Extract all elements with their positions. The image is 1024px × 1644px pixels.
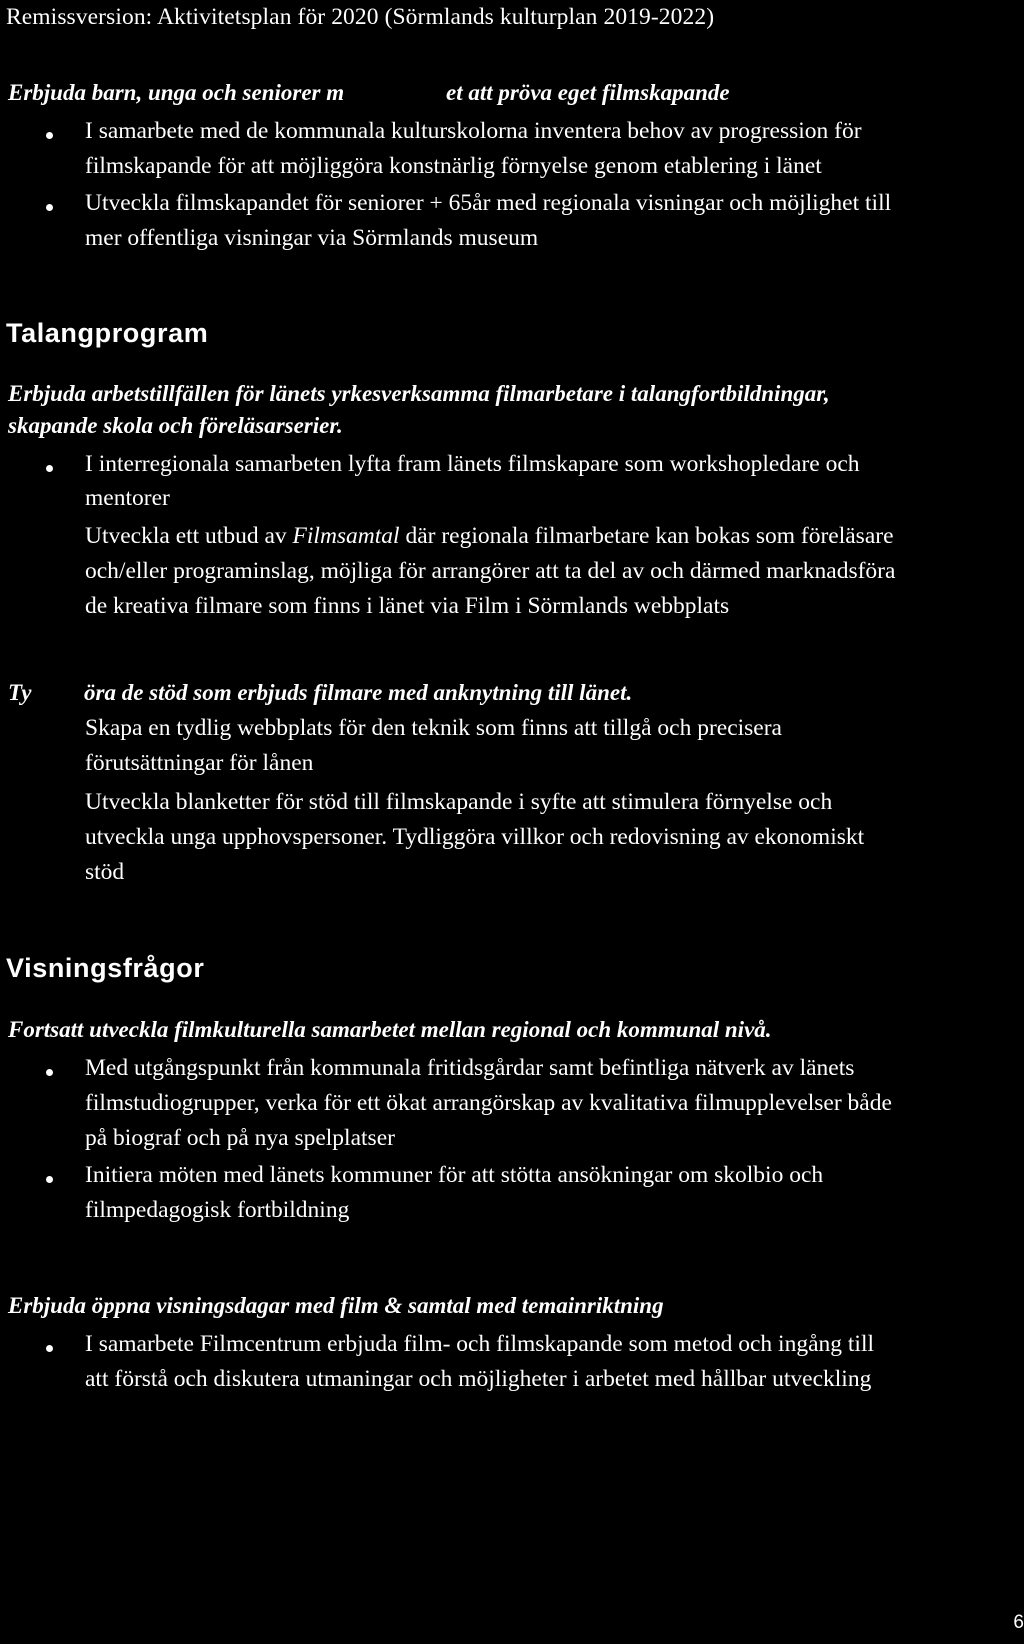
paragraph-line: och/eller programinslag, möjliga för arrangörer att ta del av och därmed marknadsföra (85, 558, 896, 584)
bullet-text: mer offentliga visningar via Sörmlands museum (85, 225, 539, 251)
bullet-text: Med utgångspunkt från kommunala fritidsgårdar samt befintliga nätverk av länets (85, 1055, 855, 1081)
paragraph-line: Utveckla ett utbud av Filmsamtal där regionala filmarbetare kan bokas som föreläsare (85, 523, 894, 549)
bullet-text: att förstå och diskutera utmaningar och möjligheter i arbetet med hållbar utveckling (85, 1366, 872, 1392)
section-subheading-continued: öra de stöd som erbjuds filmare med anknytning till länet. (84, 680, 633, 705)
paragraph-line: Skapa en tydlig webbplats för den teknik som finns att tillgå och precisera (85, 715, 782, 741)
bullet-marker (46, 1176, 53, 1183)
bullet-marker (46, 132, 53, 139)
bullet-marker (46, 204, 53, 211)
section-heading: Visningsfrågor (6, 953, 205, 983)
bullet-text: filmpedagogisk fortbildning (85, 1197, 350, 1223)
bullet-text: filmskapande för att möjliggöra konstnärlig förnyelse genom etablering i länet (85, 153, 822, 179)
bullet-text: mentorer (85, 485, 170, 511)
bullet-text: Initiera möten med länets kommuner för att stötta ansökningar om skolbio och (85, 1162, 824, 1188)
paragraph-line: stöd (85, 859, 125, 885)
paragraph-line: utveckla unga upphovspersoner. Tydliggöra villkor och redovisning av ekonomiskt (85, 824, 865, 850)
section-subheading-continued: et att pröva eget filmskapande (446, 80, 730, 105)
page-number: 6 (1013, 1612, 1024, 1633)
bullet-text: I interregionala samarbeten lyfta fram länets filmskapare som workshopledare och (85, 451, 860, 477)
document-header: Remissversion: Aktivitetsplan för 2020 (Sörmlands kulturplan 2019-2022) (6, 4, 715, 30)
section-subheading: skapande skola och föreläsarserier. (8, 413, 343, 438)
section-subheading: Fortsatt utveckla filmkulturella samarbetet mellan regional och kommunal nivå. (8, 1017, 772, 1042)
bullet-text: på biograf och på nya spelplatser (85, 1125, 395, 1151)
section-subheading: Erbjuda arbetstillfällen för länets yrkesverksamma filmarbetare i talangfortbildningar, (8, 381, 830, 406)
bullet-marker (46, 1069, 53, 1076)
emphasized-term: Filmsamtal (292, 523, 400, 549)
bullet-marker (46, 1345, 53, 1352)
paragraph-line: Utveckla blanketter för stöd till filmskapande i syfte att stimulera förnyelse och (85, 789, 833, 815)
section-subheading: Erbjuda barn, unga och seniorer m (8, 80, 345, 105)
bullet-text: filmstudiogrupper, verka för ett ökat arrangörskap av kvalitativa filmupplevelser både (85, 1090, 892, 1116)
bullet-text: Utveckla filmskapandet för seniorer + 65år med regionala visningar och möjlighet till (85, 190, 892, 216)
paragraph-line: de kreativa filmare som finns i länet via Film i Sörmlands webbplats (85, 593, 730, 619)
section-subheading: Ty (8, 680, 32, 705)
bullet-marker (46, 465, 53, 472)
bullet-text: I samarbete med de kommunala kulturskolorna inventera behov av progression för (85, 118, 862, 144)
section-heading: Talangprogram (6, 318, 209, 348)
bullet-text: I samarbete Filmcentrum erbjuda film- och filmskapande som metod och ingång till (85, 1331, 875, 1357)
section-subheading: Erbjuda öppna visningsdagar med film & samtal med temainriktning (8, 1293, 664, 1318)
paragraph-line: förutsättningar för lånen (85, 750, 314, 776)
